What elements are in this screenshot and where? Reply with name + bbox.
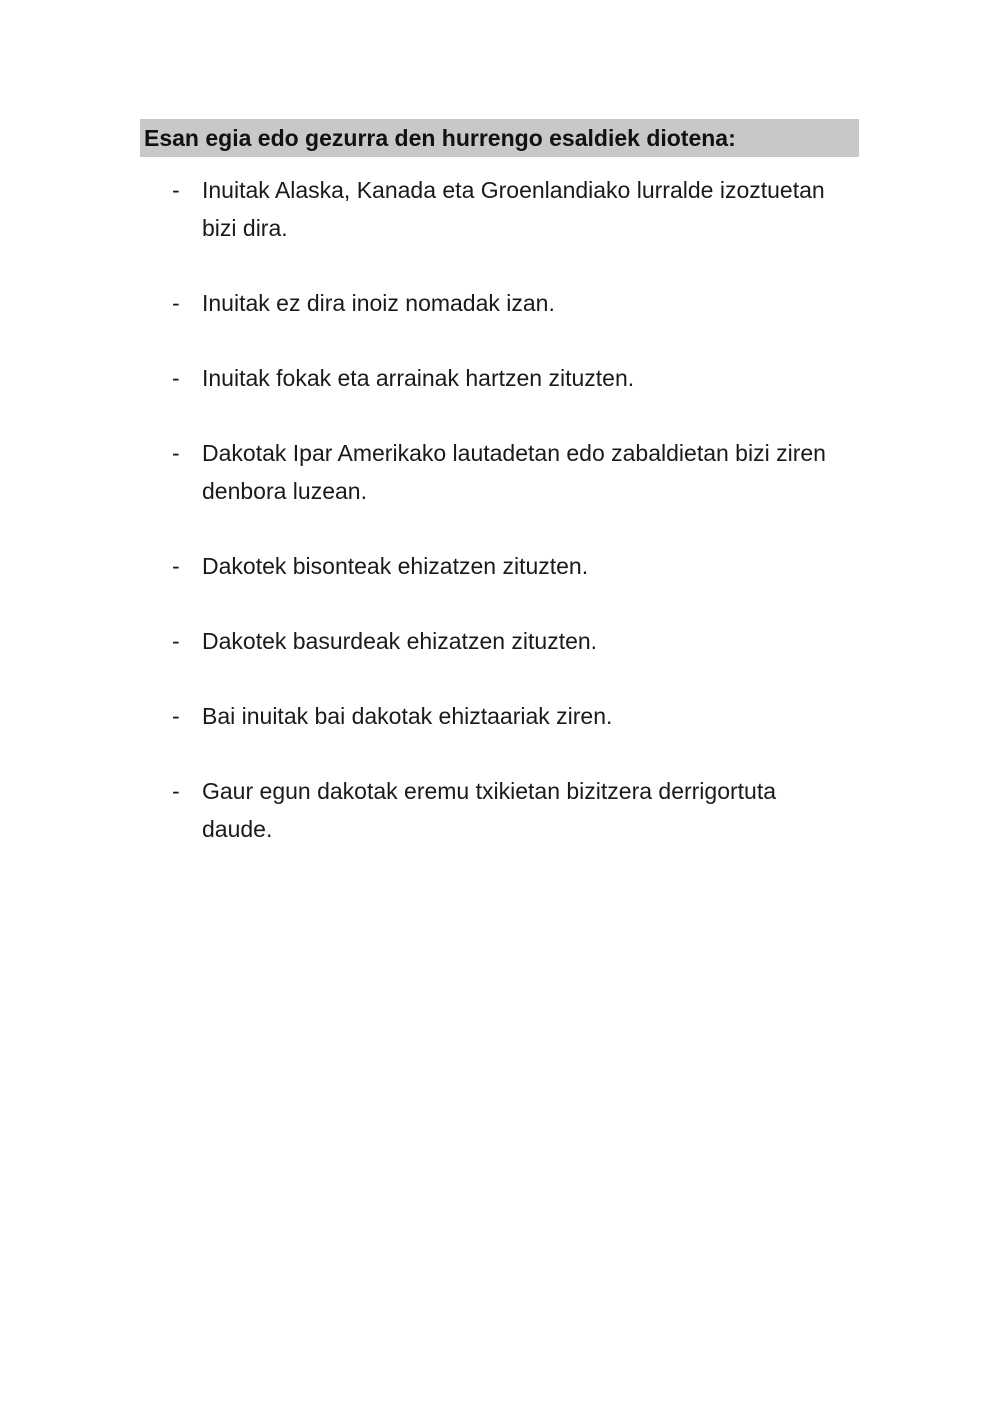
statement-item (170, 171, 850, 247)
bullet-dash: - (172, 290, 180, 316)
instruction-heading-bar (140, 119, 859, 157)
instruction-heading: Esan egia edo gezurra den hurrengo esaldiek diotena: (144, 125, 736, 151)
bullet-dash: - (172, 365, 180, 391)
bullet-dash: - (172, 703, 180, 729)
bullet-dash: - (172, 440, 180, 466)
statement-item (170, 622, 850, 660)
statement-text: Dakotek bisonteak ehizatzen zituzten. (202, 553, 589, 579)
statement-text: Dakotak Ipar Amerikako lautadetan edo zabaldietan bizi ziren denbora luzean. (202, 440, 826, 504)
statement-item (170, 434, 850, 510)
statement-item (170, 284, 850, 322)
statement-text: Gaur egun dakotak eremu txikietan bizitzera derrigortuta daude. (202, 778, 777, 842)
statement-list (170, 171, 850, 885)
statement-item (170, 772, 850, 848)
statement-item (170, 547, 850, 585)
statement-text: Bai inuitak bai dakotak ehiztaariak ziren. (202, 703, 613, 729)
statement-item (170, 697, 850, 735)
bullet-dash: - (172, 177, 180, 203)
statement-text: Inuitak fokak eta arrainak hartzen zituzten. (202, 365, 635, 391)
bullet-dash: - (172, 553, 180, 579)
bullet-dash: - (172, 628, 180, 654)
statement-text: Inuitak Alaska, Kanada eta Groenlandiako lurralde izoztuetan bizi dira. (202, 177, 825, 241)
statement-text: Dakotek basurdeak ehizatzen zituzten. (202, 628, 598, 654)
statement-item (170, 359, 850, 397)
statement-text: Inuitak ez dira inoiz nomadak izan. (202, 290, 555, 316)
bullet-dash: - (172, 778, 180, 804)
